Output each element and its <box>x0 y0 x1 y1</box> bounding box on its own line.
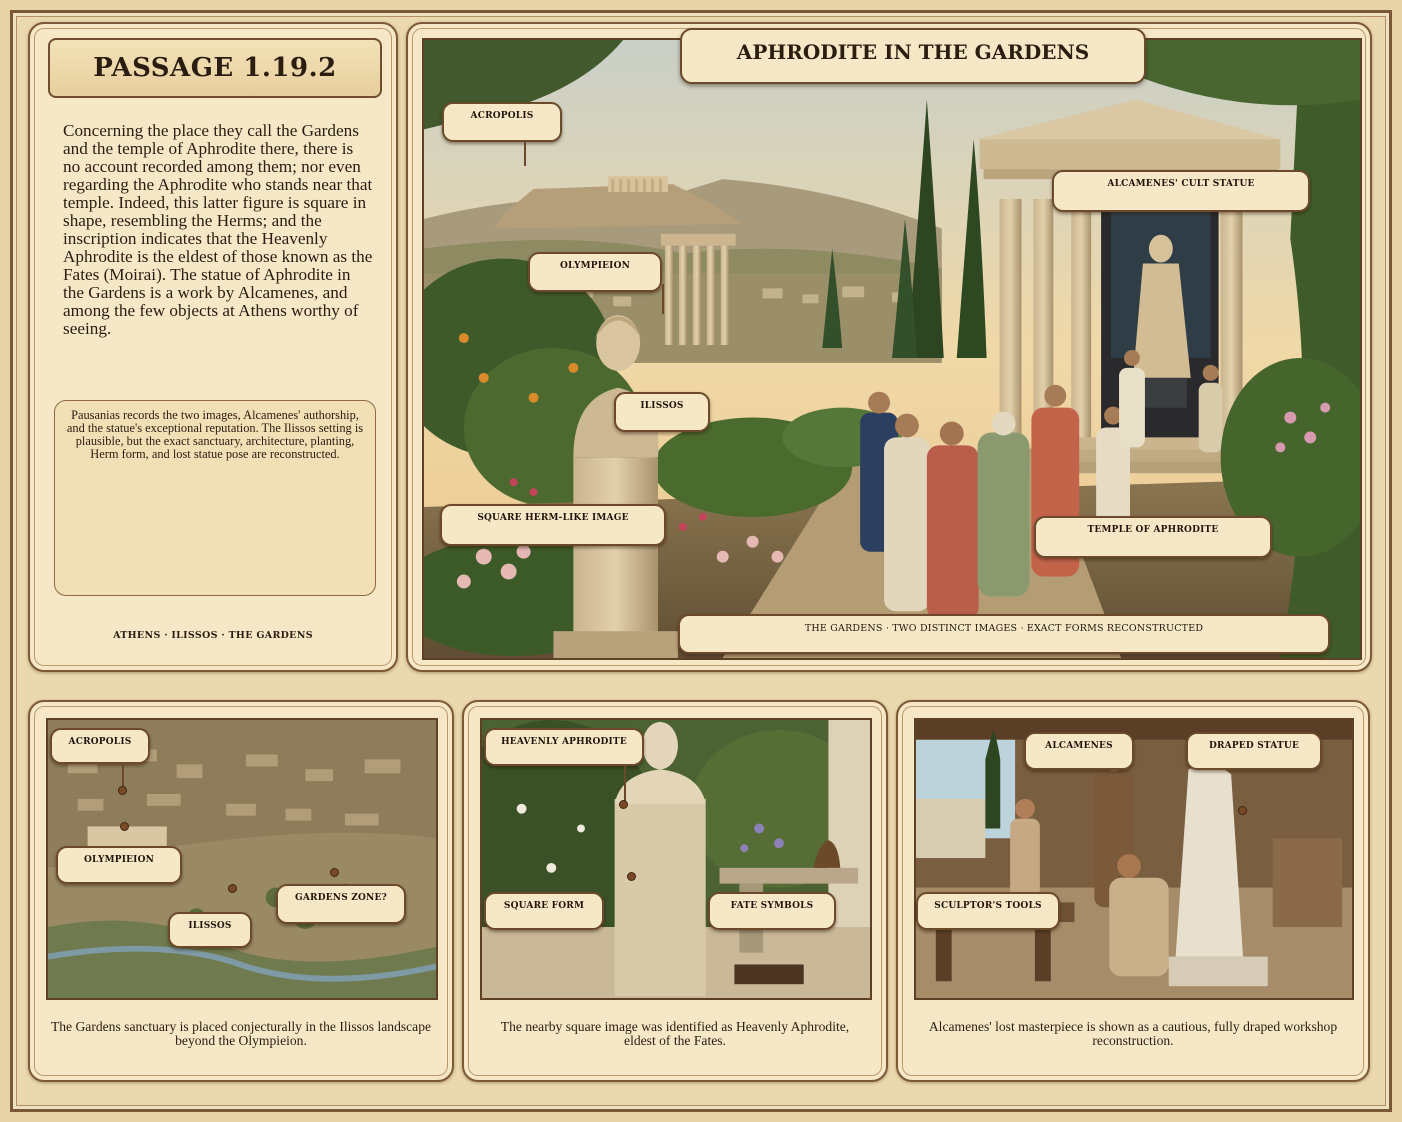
location-footer: ATHENS · ILISSOS · THE GARDENS <box>113 630 313 641</box>
map-marker <box>228 884 237 893</box>
herm-label-fate-symbols: FATE SYMBOLS <box>708 892 836 930</box>
herm-label-square-form: SQUARE FORM <box>484 892 604 930</box>
map-label-acropolis: ACROPOLIS <box>50 728 150 764</box>
map-label-olympieion: OLYMPIEION <box>56 846 182 884</box>
workshop-panel <box>896 700 1370 1082</box>
workshop-label-alcamenes: ALCAMENES <box>1024 732 1134 770</box>
gardens-scene-illustration <box>424 40 1360 658</box>
label-cult-statue: ALCAMENES' CULT STATUE <box>1052 170 1310 212</box>
herm-caption: The nearby square image was identified as Heavenly Aphrodite, eldest of the Fates. <box>500 1019 850 1048</box>
passage-title: PASSAGE 1.19.2 <box>48 38 382 98</box>
label-acropolis: ACROPOLIS <box>442 102 562 142</box>
herm-panel <box>462 700 888 1082</box>
herm-marker <box>619 800 628 809</box>
workshop-label-draped-statue: DRAPED STATUE <box>1186 732 1322 770</box>
map-label-ilissos: ILISSOS <box>168 912 252 948</box>
scene-banner: THE GARDENS · TWO DISTINCT IMAGES · EXACT FORMS RECONSTRUCTED <box>678 614 1330 654</box>
map-marker <box>120 822 129 831</box>
herm-marker <box>627 872 636 881</box>
workshop-marker <box>1238 806 1247 815</box>
main-illustration-panel <box>406 22 1372 672</box>
map-marker <box>118 786 127 795</box>
scene-title: APHRODITE IN THE GARDENS <box>680 28 1146 84</box>
workshop-caption: Alcamenes' lost masterpiece is shown as a cautious, fully draped workshop reconstruction. <box>928 1019 1338 1048</box>
label-temple: TEMPLE OF APHRODITE <box>1034 516 1272 558</box>
herm-label-heavenly-aphrodite: HEAVENLY APHRODITE <box>484 728 644 766</box>
label-pointer <box>524 142 526 166</box>
map-caption: The Gardens sanctuary is placed conjecturally in the Ilissos landscape beyond the Olympieion. <box>50 1019 432 1048</box>
label-olympieion: OLYMPIEION <box>528 252 662 292</box>
passage-text: Concerning the place they call the Gardens and the temple of Aphrodite there, there is no account recorded among them; nor even regarding the Aphrodite who stands near that temple. Indeed, this latter figure is square in shape, resembling the Herms; and the inscription indicates that the Heavenly Aphrodite is the eldest of those known as the Fates (Moirai). The statue of Aphrodite in the Gardens is a work by Alcamenes, and among the few objects at Athens worthy of seeing. <box>63 121 373 338</box>
label-herm: SQUARE HERM-LIKE IMAGE <box>440 504 666 546</box>
map-marker <box>330 868 339 877</box>
map-panel <box>28 700 454 1082</box>
passage-panel <box>28 22 398 672</box>
gardens-scene-image <box>422 38 1362 660</box>
label-pointer <box>624 766 626 804</box>
map-label-gardens-zone: GARDENS ZONE? <box>276 884 406 924</box>
label-pointer <box>662 284 664 314</box>
label-ilissos: ILISSOS <box>614 392 710 432</box>
workshop-label-sculptors-tools: SCULPTOR'S TOOLS <box>916 892 1060 930</box>
reconstruction-note: Pausanias records the two images, Alcamenes' authorship, and the statue's exceptional reputation. The Ilissos setting is plausible, but the exact sanctuary, architecture, planting, Herm form, and lost statue pose are reconstructed. <box>54 400 376 596</box>
